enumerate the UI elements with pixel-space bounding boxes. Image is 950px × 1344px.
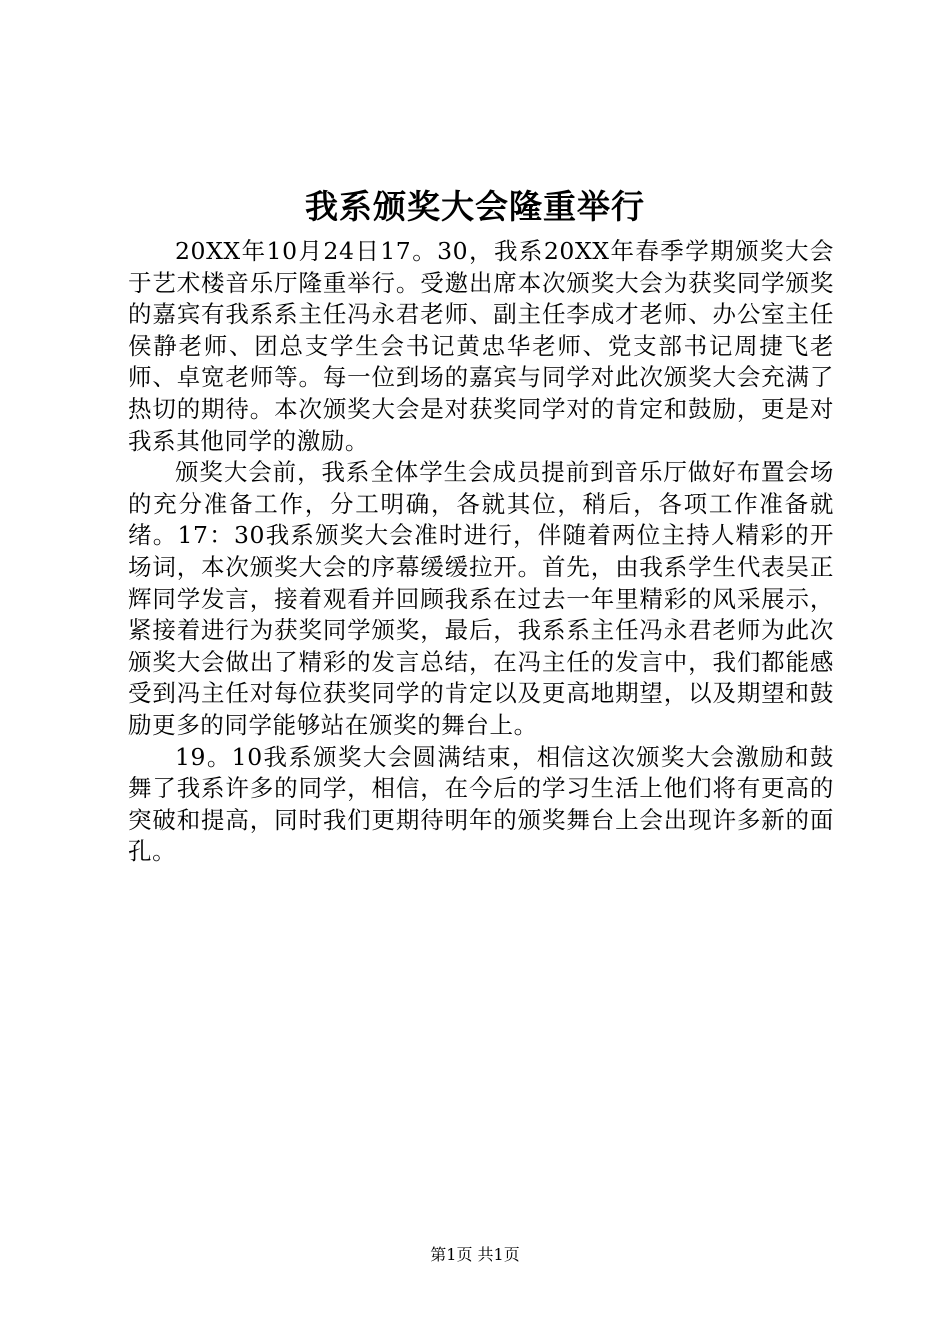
paragraph-1: 20XX年10月24日17。30，我系20XX年春季学期颁奖大会于艺术楼音乐厅隆重举行。受邀出席本次颁奖大会为获奖同学颁奖的嘉宾有我系系主任冯永君老师、副主任李成才老师、办公室主任侯静老师、团总支学生会书记黄忠华老师、党支部书记周捷飞老师、卓宽老师等。每一位到场的嘉宾与同学对此次颁奖大会充满了热切的期待。本次颁奖大会是对获奖同学对的肯定和鼓励，更是对我系其他同学的激励。 xyxy=(128,237,834,455)
paragraph-2: 颁奖大会前，我系全体学生会成员提前到音乐厅做好布置会场的充分准备工作，分工明确，各就其位，稍后，各项工作准备就绪。17：30我系颁奖大会准时进行，伴随着两位主持人精彩的开场词，本次颁奖大会的序幕缓缓拉开。首先，由我系学生代表吴正辉同学发言，接着观看并回顾我系在过去一年里精彩的风采展示，紧接着进行为获奖同学颁奖，最后，我系系主任冯永君老师为此次颁奖大会做出了精彩的发言总结，在冯主任的发言中，我们都能感受到冯主任对每位获奖同学的肯定以及更高地期望，以及期望和鼓励更多的同学能够站在颁奖的舞台上。 xyxy=(128,458,834,739)
document-body xyxy=(128,236,834,868)
document-title: 我系颁奖大会隆重举行 xyxy=(305,187,645,226)
page-footer: 第1页 共1页 xyxy=(430,1245,520,1264)
paragraph-3: 19。10我系颁奖大会圆满结束，相信这次颁奖大会激励和鼓舞了我系许多的同学，相信，在今后的学习生活上他们将有更高的突破和提高，同时我们更期待明年的颁奖舞台上会出现许多新的面孔。 xyxy=(128,742,834,866)
